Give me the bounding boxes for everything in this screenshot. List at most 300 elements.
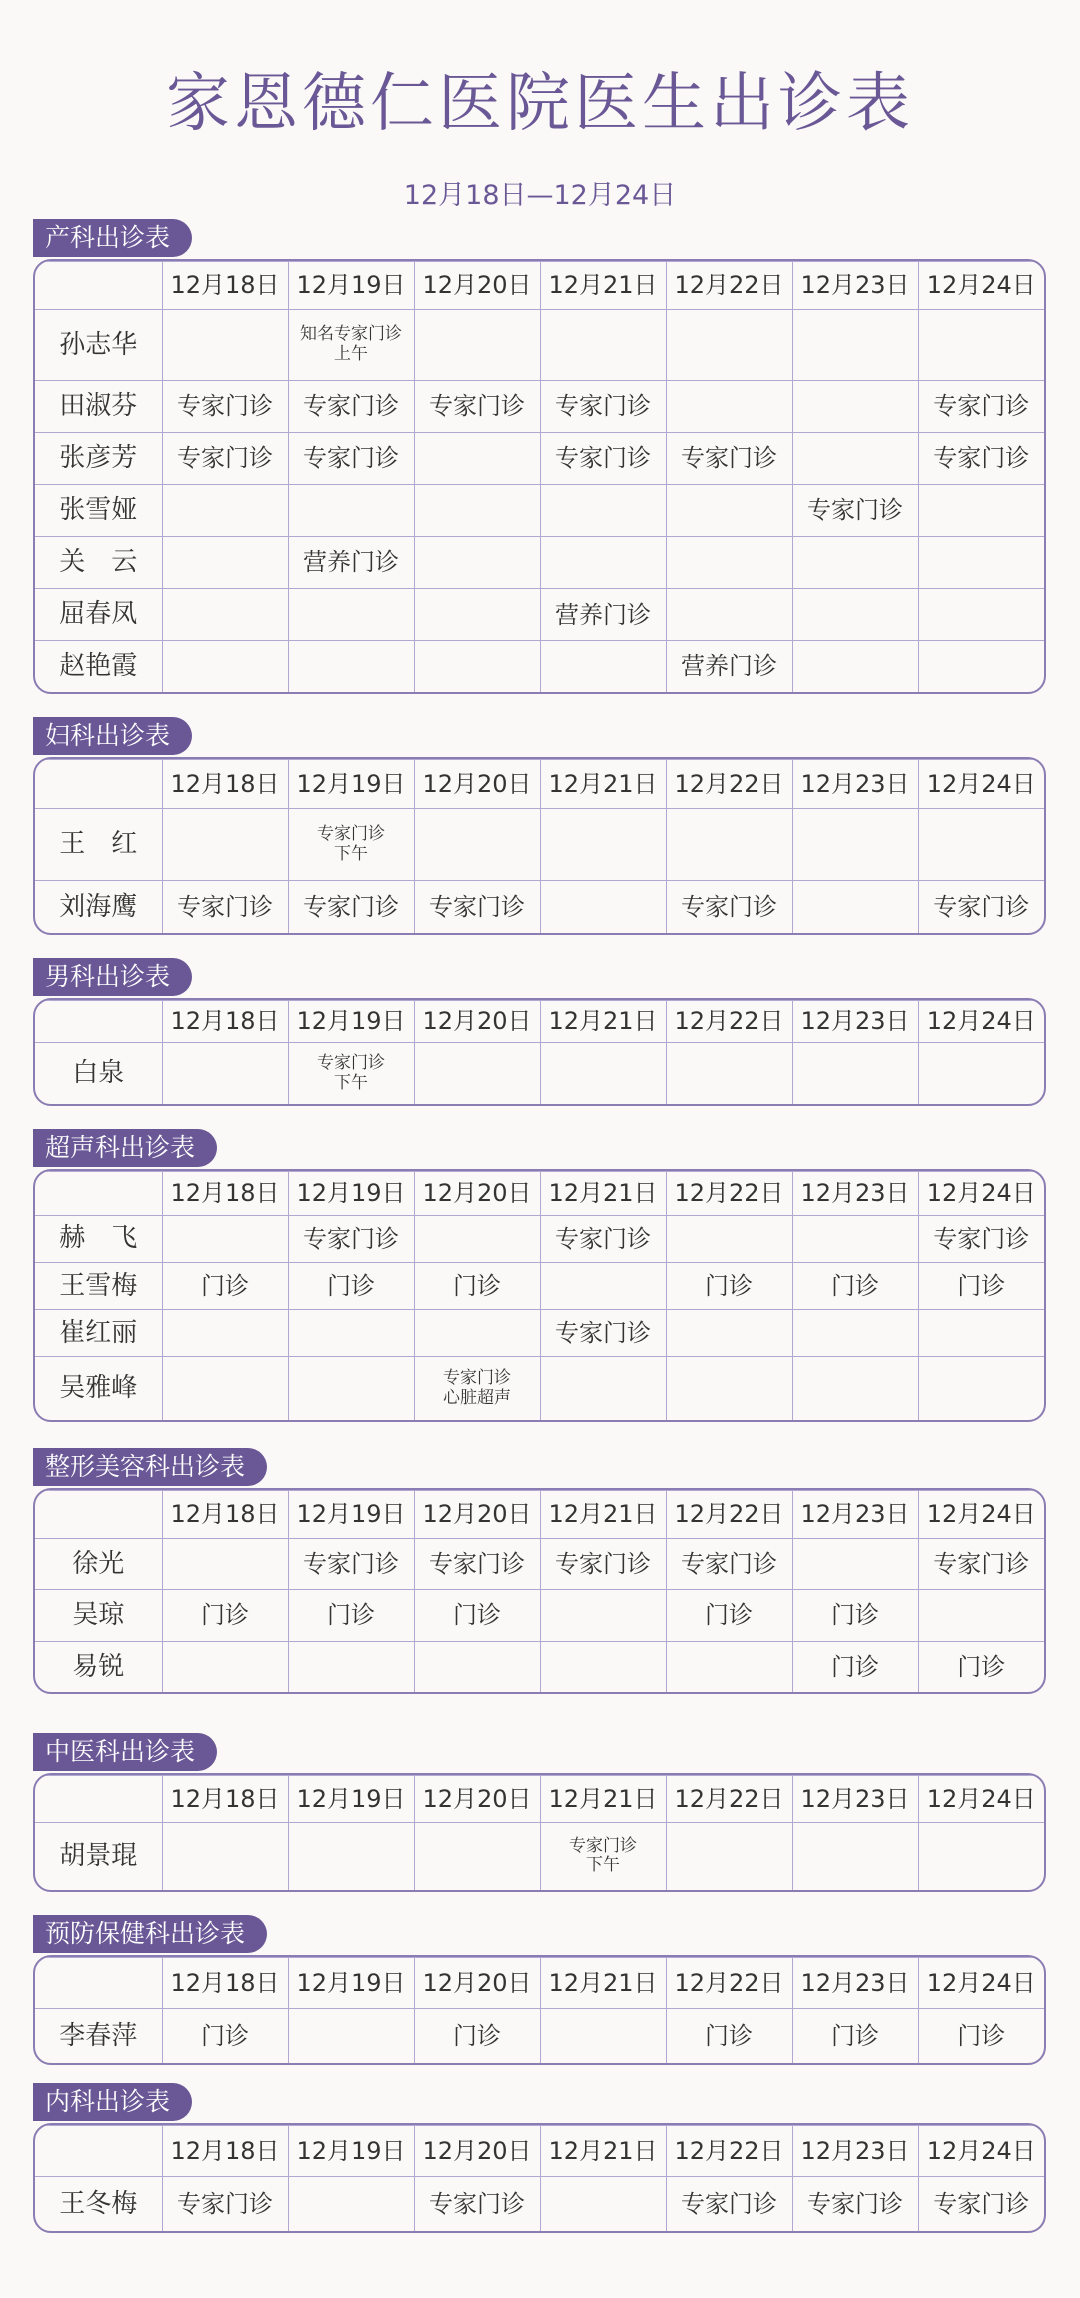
clinic-type-text: 专家门诊 <box>681 1549 777 1578</box>
date-header: 12月23日 <box>792 760 918 809</box>
schedule-cell <box>792 1538 918 1590</box>
clinic-type-text: 门诊 <box>705 2021 753 2050</box>
doctor-row <box>35 2009 1044 2063</box>
doctor-name: 王冬梅 <box>35 2177 162 2231</box>
schedule-cell <box>540 1822 666 1890</box>
clinic-type-text: 下午 <box>334 1072 368 1093</box>
doctor-row <box>35 380 1044 432</box>
schedule-cell <box>540 1641 666 1692</box>
date-header: 12月24日 <box>918 1958 1044 2009</box>
corner-cell <box>35 1001 162 1043</box>
schedule-cell <box>918 380 1044 432</box>
schedule-cell <box>918 1641 1044 1692</box>
doctor-name: 田淑芬 <box>35 380 162 432</box>
clinic-type-text: 门诊 <box>831 2021 879 2050</box>
schedule-cell <box>162 432 288 484</box>
header-row <box>35 1491 1044 1539</box>
clinic-type-text: 专家门诊 <box>303 392 399 421</box>
schedule-cell <box>792 1262 918 1309</box>
clinic-type-text: 专家门诊 <box>933 1224 1030 1253</box>
schedule-cell <box>162 380 288 432</box>
header-row <box>35 2126 1044 2177</box>
schedule-cell <box>414 1310 540 1357</box>
clinic-type-text: 营养门诊 <box>555 600 651 629</box>
date-header: 12月22日 <box>666 262 792 310</box>
schedule-table-frame <box>33 757 1046 935</box>
schedule-cell <box>540 310 666 381</box>
date-header: 12月20日 <box>414 1776 540 1823</box>
schedule-cell <box>918 1590 1044 1642</box>
schedule-cell <box>414 1641 540 1692</box>
doctor-name: 刘海鹰 <box>35 881 162 933</box>
doctor-row <box>35 1538 1044 1590</box>
schedule-cell <box>414 881 540 933</box>
clinic-type-text: 门诊 <box>453 1271 501 1300</box>
date-header: 12月24日 <box>918 1001 1044 1043</box>
doctor-name: 李春萍 <box>35 2009 162 2063</box>
date-header: 12月19日 <box>288 262 414 310</box>
schedule-cell <box>918 881 1044 933</box>
schedule-cell <box>666 432 792 484</box>
schedule-cell <box>288 537 414 589</box>
schedule-section <box>33 1448 1046 1694</box>
clinic-type-text: 门诊 <box>201 1271 249 1300</box>
schedule-cell <box>414 537 540 589</box>
doctor-name: 易锐 <box>35 1641 162 1692</box>
schedule-cell <box>540 1357 666 1420</box>
date-header: 12月18日 <box>162 1172 288 1216</box>
schedule-cell <box>414 641 540 692</box>
schedule-cell <box>540 1262 666 1309</box>
date-header: 12月21日 <box>540 262 666 310</box>
schedule-cell <box>540 380 666 432</box>
clinic-type-text: 门诊 <box>327 1601 375 1630</box>
clinic-type-text: 专家门诊 <box>177 2189 273 2218</box>
schedule-cell <box>918 432 1044 484</box>
clinic-type-text: 门诊 <box>957 1652 1006 1681</box>
schedule-cell <box>162 1822 288 1890</box>
schedule-cell <box>792 1215 918 1262</box>
doctor-row <box>35 484 1044 536</box>
schedule-cell <box>918 1357 1044 1420</box>
header-row <box>35 1172 1044 1216</box>
schedule-cell <box>666 310 792 381</box>
header-row <box>35 1776 1044 1823</box>
clinic-type-text: 门诊 <box>453 2021 501 2050</box>
doctor-row <box>35 641 1044 692</box>
schedule-cell <box>540 2009 666 2063</box>
clinic-type-text: 门诊 <box>957 1271 1006 1300</box>
schedule-cell <box>162 1043 288 1104</box>
doctor-name: 赵艳霞 <box>35 641 162 692</box>
schedule-cell <box>540 1215 666 1262</box>
date-range: 12月18日—12月24日 <box>403 180 677 211</box>
schedule-cell <box>540 537 666 589</box>
schedule-cell <box>540 1538 666 1590</box>
schedule-cell <box>414 2009 540 2063</box>
schedule-table <box>35 1775 1044 1890</box>
schedule-cell <box>666 537 792 589</box>
doctor-row <box>35 1357 1044 1420</box>
clinic-type-text: 专家门诊 <box>681 892 777 921</box>
date-header: 12月20日 <box>414 2126 540 2177</box>
clinic-type-text: 专家门诊 <box>933 392 1030 421</box>
schedule-cell <box>414 1357 540 1420</box>
schedule-cell <box>162 1215 288 1262</box>
date-header: 12月24日 <box>918 2126 1044 2177</box>
doctor-name: 关 云 <box>35 537 162 589</box>
schedule-cell <box>414 1262 540 1309</box>
header-row <box>35 1001 1044 1043</box>
clinic-type-text: 专家门诊 <box>555 1549 651 1578</box>
clinic-type-text: 专家门诊 <box>807 2189 903 2218</box>
section-title-tag: 中医科出诊表 <box>33 1733 217 1771</box>
section-title-tag: 男科出诊表 <box>33 958 192 996</box>
schedule-cell <box>666 1310 792 1357</box>
clinic-type-text: 门诊 <box>201 1601 249 1630</box>
clinic-type-text: 专家门诊 <box>303 1549 399 1578</box>
doctor-row <box>35 1215 1044 1262</box>
schedule-cell <box>288 1822 414 1890</box>
doctor-row <box>35 589 1044 641</box>
clinic-type-text: 专家门诊 <box>555 392 651 421</box>
clinic-type-text: 专家门诊 <box>317 1053 385 1074</box>
schedule-cell <box>162 1262 288 1309</box>
clinic-type-text: 专家门诊 <box>177 392 273 421</box>
date-header: 12月19日 <box>288 2126 414 2177</box>
schedule-table <box>35 759 1044 933</box>
doctor-name: 张雪娅 <box>35 484 162 536</box>
corner-cell <box>35 760 162 809</box>
schedule-cell <box>666 1262 792 1309</box>
clinic-type-text: 专家门诊 <box>555 1319 651 1347</box>
doctor-name: 孙志华 <box>35 310 162 381</box>
date-header: 12月24日 <box>918 1172 1044 1216</box>
schedule-cell <box>918 310 1044 381</box>
schedule-cell <box>288 641 414 692</box>
schedule-table <box>35 1957 1044 2063</box>
schedule-table <box>35 2125 1044 2231</box>
date-header: 12月18日 <box>162 262 288 310</box>
schedule-table-frame <box>33 2123 1046 2233</box>
clinic-type-text: 门诊 <box>705 1271 753 1300</box>
page-title: 家恩德仁医院医生出诊表 <box>166 67 914 141</box>
doctor-name: 王 红 <box>35 809 162 881</box>
date-header: 12月23日 <box>792 1001 918 1043</box>
clinic-type-text: 专家门诊 <box>555 444 651 473</box>
schedule-cell <box>540 2177 666 2231</box>
schedule-cell <box>666 1590 792 1642</box>
schedule-cell <box>792 537 918 589</box>
date-header: 12月18日 <box>162 2126 288 2177</box>
schedule-cell <box>918 537 1044 589</box>
doctor-name: 崔红丽 <box>35 1310 162 1357</box>
clinic-type-text: 门诊 <box>831 1601 879 1630</box>
doctor-row <box>35 1590 1044 1642</box>
schedule-cell <box>288 1310 414 1357</box>
schedule-cell <box>792 1641 918 1692</box>
schedule-cell <box>666 881 792 933</box>
schedule-cell <box>918 1262 1044 1309</box>
schedule-cell <box>414 484 540 536</box>
date-header: 12月18日 <box>162 1776 288 1823</box>
schedule-cell <box>288 1043 414 1104</box>
date-header: 12月23日 <box>792 1958 918 2009</box>
date-header: 12月21日 <box>540 1001 666 1043</box>
doctor-row <box>35 1641 1044 1692</box>
schedule-cell <box>918 484 1044 536</box>
date-header: 12月20日 <box>414 1172 540 1216</box>
date-header: 12月18日 <box>162 1491 288 1539</box>
schedule-cell <box>162 484 288 536</box>
date-header: 12月22日 <box>666 1776 792 1823</box>
section-title-tag: 产科出诊表 <box>33 219 192 257</box>
date-header: 12月21日 <box>540 760 666 809</box>
doctor-row <box>35 1262 1044 1309</box>
clinic-type-text: 专家门诊 <box>429 892 525 921</box>
date-header: 12月24日 <box>918 262 1044 310</box>
clinic-type-text: 专家门诊 <box>303 1224 399 1253</box>
clinic-type-text: 门诊 <box>957 2021 1006 2050</box>
schedule-table <box>35 1490 1044 1692</box>
clinic-type-text: 营养门诊 <box>681 652 777 681</box>
schedule-cell <box>792 432 918 484</box>
schedule-cell <box>162 1310 288 1357</box>
schedule-cell <box>288 1262 414 1309</box>
schedule-cell <box>918 1215 1044 1262</box>
schedule-table-frame <box>33 1955 1046 2065</box>
doctor-name: 赫 飞 <box>35 1215 162 1262</box>
schedule-cell <box>288 881 414 933</box>
doctor-row <box>35 809 1044 881</box>
clinic-type-text: 专家门诊 <box>317 824 385 845</box>
schedule-cell <box>288 589 414 641</box>
date-header: 12月22日 <box>666 2126 792 2177</box>
clinic-type-text: 专家门诊 <box>303 892 399 921</box>
schedule-cell <box>666 2177 792 2231</box>
schedule-cell <box>792 881 918 933</box>
schedule-cell <box>414 1822 540 1890</box>
clinic-type-text: 专家门诊 <box>933 1549 1030 1578</box>
schedule-cell <box>792 1357 918 1420</box>
doctor-name: 屈春凤 <box>35 589 162 641</box>
schedule-cell <box>540 641 666 692</box>
date-header: 12月24日 <box>918 760 1044 809</box>
schedule-cell <box>666 380 792 432</box>
doctor-row <box>35 1822 1044 1890</box>
section-title-tag: 内科出诊表 <box>33 2083 192 2121</box>
date-header: 12月19日 <box>288 1776 414 1823</box>
schedule-table <box>35 1000 1044 1104</box>
header-row <box>35 1958 1044 2009</box>
clinic-type-text: 下午 <box>334 843 368 864</box>
schedule-cell <box>414 589 540 641</box>
schedule-cell <box>666 1357 792 1420</box>
clinic-type-text: 专家门诊 <box>807 496 903 525</box>
schedule-cell <box>666 1822 792 1890</box>
schedule-cell <box>666 484 792 536</box>
clinic-type-text: 营养门诊 <box>303 548 399 577</box>
schedule-cell <box>162 1538 288 1590</box>
date-header: 12月22日 <box>666 760 792 809</box>
date-header: 12月21日 <box>540 1172 666 1216</box>
corner-cell <box>35 2126 162 2177</box>
clinic-type-text: 专家门诊 <box>933 444 1030 473</box>
doctor-row <box>35 310 1044 381</box>
clinic-type-text: 专家门诊 <box>681 444 777 473</box>
date-header: 12月21日 <box>540 1491 666 1539</box>
clinic-type-text: 专家门诊 <box>569 1835 637 1856</box>
schedule-cell <box>666 1043 792 1104</box>
schedule-cell <box>666 809 792 881</box>
schedule-cell <box>540 484 666 536</box>
schedule-cell <box>414 1043 540 1104</box>
schedule-section <box>33 717 1046 935</box>
schedule-cell <box>540 589 666 641</box>
clinic-type-text: 门诊 <box>831 1271 879 1300</box>
schedule-section <box>33 1915 1046 2065</box>
date-header: 12月19日 <box>288 1491 414 1539</box>
header-row <box>35 760 1044 809</box>
doctor-row <box>35 537 1044 589</box>
date-header: 12月19日 <box>288 1958 414 2009</box>
schedule-cell <box>540 881 666 933</box>
schedule-cell <box>792 1043 918 1104</box>
schedule-cell <box>414 1215 540 1262</box>
date-header: 12月18日 <box>162 1958 288 2009</box>
date-header: 12月23日 <box>792 2126 918 2177</box>
date-header: 12月24日 <box>918 1776 1044 1823</box>
schedule-cell <box>162 1357 288 1420</box>
clinic-type-text: 下午 <box>586 1855 620 1876</box>
clinic-type-text: 门诊 <box>201 2021 249 2050</box>
section-title-tag: 预防保健科出诊表 <box>33 1915 267 1953</box>
schedule-cell <box>162 2009 288 2063</box>
doctor-row <box>35 2177 1044 2231</box>
clinic-type-text: 专家门诊 <box>303 444 399 473</box>
date-header: 12月21日 <box>540 2126 666 2177</box>
schedule-cell <box>162 1590 288 1642</box>
schedule-cell <box>288 1641 414 1692</box>
corner-cell <box>35 1776 162 1823</box>
clinic-type-text: 专家门诊 <box>429 2189 525 2218</box>
schedule-cell <box>792 1590 918 1642</box>
doctor-name: 徐光 <box>35 1538 162 1590</box>
schedule-cell <box>666 2009 792 2063</box>
clinic-type-text: 专家门诊 <box>555 1224 651 1253</box>
schedule-cell <box>162 809 288 881</box>
schedule-cell <box>540 432 666 484</box>
schedule-cell <box>918 1310 1044 1357</box>
clinic-type-text: 门诊 <box>705 1601 753 1630</box>
schedule-cell <box>666 589 792 641</box>
schedule-cell <box>540 1590 666 1642</box>
date-header: 12月22日 <box>666 1001 792 1043</box>
schedule-cell <box>162 1641 288 1692</box>
section-title-tag: 整形美容科出诊表 <box>33 1448 267 1486</box>
schedule-cell <box>792 1310 918 1357</box>
schedule-cell <box>162 310 288 381</box>
doctor-name: 王雪梅 <box>35 1262 162 1309</box>
doctor-name: 胡景琨 <box>35 1822 162 1890</box>
date-header: 12月19日 <box>288 760 414 809</box>
clinic-type-text: 专家门诊 <box>443 1368 511 1389</box>
schedule-cell <box>792 641 918 692</box>
date-header: 12月20日 <box>414 1001 540 1043</box>
date-header: 12月22日 <box>666 1491 792 1539</box>
clinic-type-text: 专家门诊 <box>933 892 1030 921</box>
date-header: 12月20日 <box>414 262 540 310</box>
schedule-section <box>33 1733 1046 1892</box>
schedule-cell <box>162 641 288 692</box>
corner-cell <box>35 262 162 310</box>
schedule-cell <box>918 1538 1044 1590</box>
doctor-row <box>35 881 1044 933</box>
doctor-row <box>35 1043 1044 1104</box>
schedule-table-frame <box>33 1773 1046 1892</box>
schedule-table-frame <box>33 998 1046 1106</box>
doctor-row <box>35 1310 1044 1357</box>
clinic-type-text: 心脏超声 <box>443 1387 511 1408</box>
schedule-cell <box>918 1043 1044 1104</box>
date-header: 12月19日 <box>288 1001 414 1043</box>
schedule-cell <box>414 2177 540 2231</box>
schedule-cell <box>288 1215 414 1262</box>
corner-cell <box>35 1958 162 2009</box>
schedule-table-frame <box>33 1169 1046 1422</box>
date-header: 12月18日 <box>162 1001 288 1043</box>
schedule-cell <box>288 2009 414 2063</box>
clinic-type-text: 专家门诊 <box>681 2189 777 2218</box>
clinic-type-text: 专家门诊 <box>429 1549 525 1578</box>
date-header: 12月22日 <box>666 1172 792 1216</box>
section-title-tag: 妇科出诊表 <box>33 717 192 755</box>
date-header: 12月23日 <box>792 262 918 310</box>
schedule-cell <box>792 589 918 641</box>
schedule-cell <box>414 310 540 381</box>
date-header: 12月21日 <box>540 1776 666 1823</box>
schedule-cell <box>288 809 414 881</box>
schedule-cell <box>288 380 414 432</box>
doctor-name: 张彦芳 <box>35 432 162 484</box>
schedule-section <box>33 958 1046 1106</box>
schedule-cell <box>162 537 288 589</box>
date-header: 12月22日 <box>666 1958 792 2009</box>
schedule-cell <box>288 2177 414 2231</box>
schedule-cell <box>666 1215 792 1262</box>
schedule-table-frame <box>33 1488 1046 1694</box>
schedule-cell <box>288 484 414 536</box>
schedule-cell <box>792 2177 918 2231</box>
schedule-cell <box>918 2177 1044 2231</box>
schedule-cell <box>918 2009 1044 2063</box>
clinic-type-text: 专家门诊 <box>177 444 273 473</box>
schedule-cell <box>414 1538 540 1590</box>
schedule-cell <box>918 809 1044 881</box>
clinic-type-text: 门诊 <box>453 1601 501 1630</box>
section-title-tag: 超声科出诊表 <box>33 1129 217 1167</box>
schedule-cell <box>540 1310 666 1357</box>
schedule-cell <box>288 1590 414 1642</box>
schedule-table-frame <box>33 259 1046 694</box>
doctor-name: 吴琼 <box>35 1590 162 1642</box>
doctor-name: 白泉 <box>35 1043 162 1104</box>
schedule-cell <box>162 589 288 641</box>
date-header: 12月23日 <box>792 1491 918 1539</box>
schedule-cell <box>162 2177 288 2231</box>
date-header: 12月18日 <box>162 760 288 809</box>
clinic-type-text: 知名专家门诊 <box>300 324 402 345</box>
